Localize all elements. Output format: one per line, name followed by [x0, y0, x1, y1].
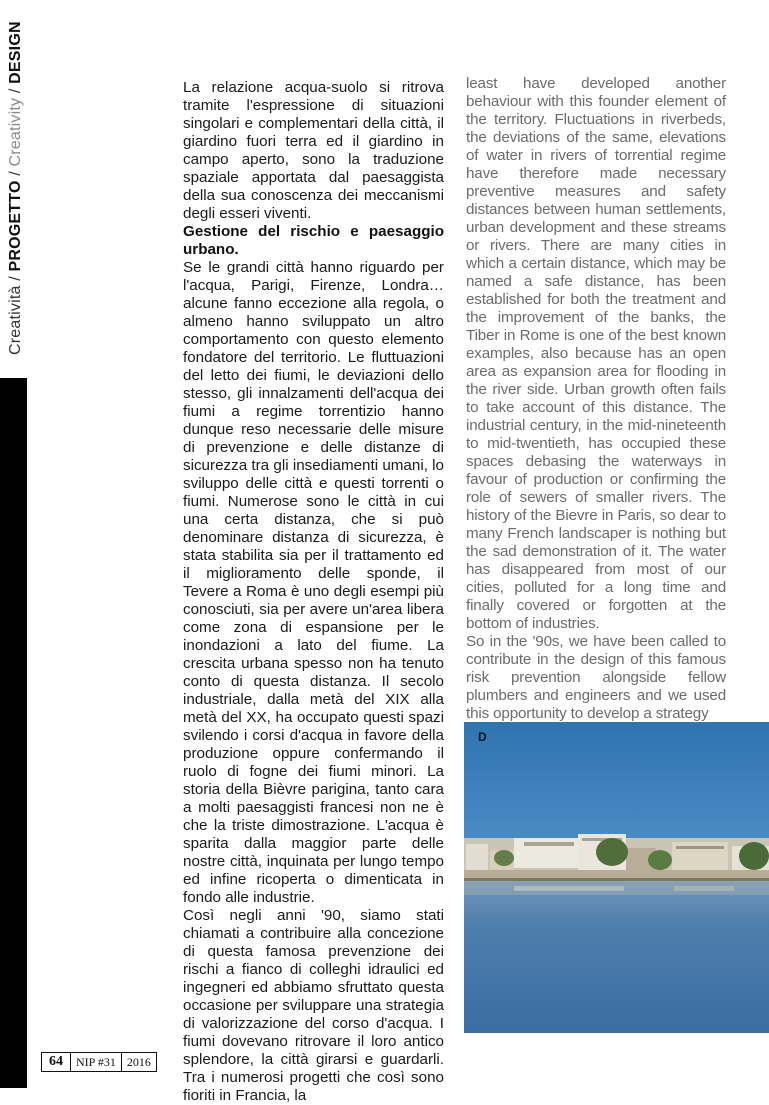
section-label-creativita: Creatività / [7, 271, 24, 355]
body-paragraph-it-2: Così negli anni '90, siamo stati chiamati a contribuire alla concezione di questa famosa prevenzione dei rischi a fianco di colleghi idraulici ed ingegneri ed abbiamo sfruttato questa occasione per sviluppare una strategia di valorizzazione del corso d'acqua. I fiumi dovevano ritrovare il loro antico splendore, la città girarsi e guardarli. Tra i numerosi progetti che così sono fioriti in Francia, la [183, 907, 444, 1104]
page-number: 64 [41, 1052, 71, 1072]
publication-year: 2016 [121, 1052, 157, 1072]
river-photo-image [464, 722, 769, 1033]
italian-text-column [183, 79, 444, 1105]
section-label-separator: / [7, 166, 24, 181]
intro-paragraph: La relazione acqua-suolo si ritrova tramite l'espressione di situazioni singolari e complementari della città, il giardino fuori terra ed il giardino in campo aperto, sono la traduzione spaziale apportata dal paesaggista della sua conoscenza dei meccanismi degli esseri viventi. [183, 79, 444, 222]
section-label-creativity: Creativity [7, 97, 24, 167]
english-text-column [466, 75, 726, 723]
river-photo [464, 722, 769, 1033]
section-label-separator-2: / [7, 83, 24, 98]
section-label [0, 0, 28, 365]
photo-label: D [478, 730, 487, 744]
section-label-progetto: PROGETTO [7, 180, 24, 272]
section-label-design: DESIGN [7, 21, 24, 84]
body-paragraph-en-1: least have developed another behaviour with this founder element of the territory. Fluctuations in riverbeds, the deviations of the same, elevations of water in rivers of torrential regime have therefore made necessary preventive measures and safety distances between human settlements, urban development and these streams or rivers. There are many cities in which a certain distance, which may be named a safe distance, has been established for both the treatment and the improvement of the banks, the Tiber in Rome is one of the best known examples, also because has an open area as expansion area for flooding in the river side. Urban growth often fails to take account of this distance. The industrial century, in the mid-nineteenth to mid-twentieth, has occupied these spaces debasing the waterways in favour of production or confirming the role of sewers of smaller rivers. The history of the Bievre in Paris, so dear to many French landscaper is nothing but the sad demonstration of it. The water has disappeared from most of our cities, polluted for a long time and finally covered or forgotten at the bottom of industries. [466, 75, 726, 632]
section-heading: Gestione del rischio e paesaggio urbano. [183, 223, 444, 258]
body-paragraph-it-1: Se le grandi città hanno riguardo per l'acqua, Parigi, Firenze, Londra… alcune fanno eccezione alla regola, o almeno hanno sviluppato un altro comportamento con questo elemento fondatore del territorio. Le fluttuazioni del letto dei fiumi, le deviazioni dello stesso, gli innalzamenti dell'acqua dei fiumi a regime torrentizio hanno dunque reso necessarie delle misure di prevenzione e delle distanze di sicurezza tra gli insediamenti umani, lo sviluppo delle città e questi torrenti o fiumi. Numerose sono le città in cui una certa distanza, che si può denominare distanza di sicurezza, è stata stabilita sia per il trattamento ed il miglioramento delle sponde, il Tevere a Roma è uno degli esempi più conosciuti, sia per avere un'area libera come zona di espansione per le inondazioni a lato del fiume. La crescita urbana spesso non ha tenuto conto di questa distanza. Il secolo industriale, dalla metà del XIX alla metà del XX, ha occupato questi spazi svilendo i corsi d'acqua in favore della produzione oppure confermando il ruolo di fogne dei fiumi minori. La storia della Bièvre parigina, tanto cara a molti paesaggisti francesi non ne è che la triste dimostrazione. L'acqua è sparita dalla maggior parte delle nostre città, inquinata per lungo tempo ed infine ricoperta o dimenticata in fondo alle industrie. [183, 259, 444, 906]
page-footer [41, 1052, 156, 1072]
side-black-bar [0, 378, 27, 1088]
body-paragraph-en-2: So in the '90s, we have been called to contribute in the design of this famous risk prevention alongside fellow plumbers and engineers and we used this opportunity to develop a strategy [466, 633, 726, 722]
magazine-issue: NIP #31 [70, 1052, 122, 1072]
